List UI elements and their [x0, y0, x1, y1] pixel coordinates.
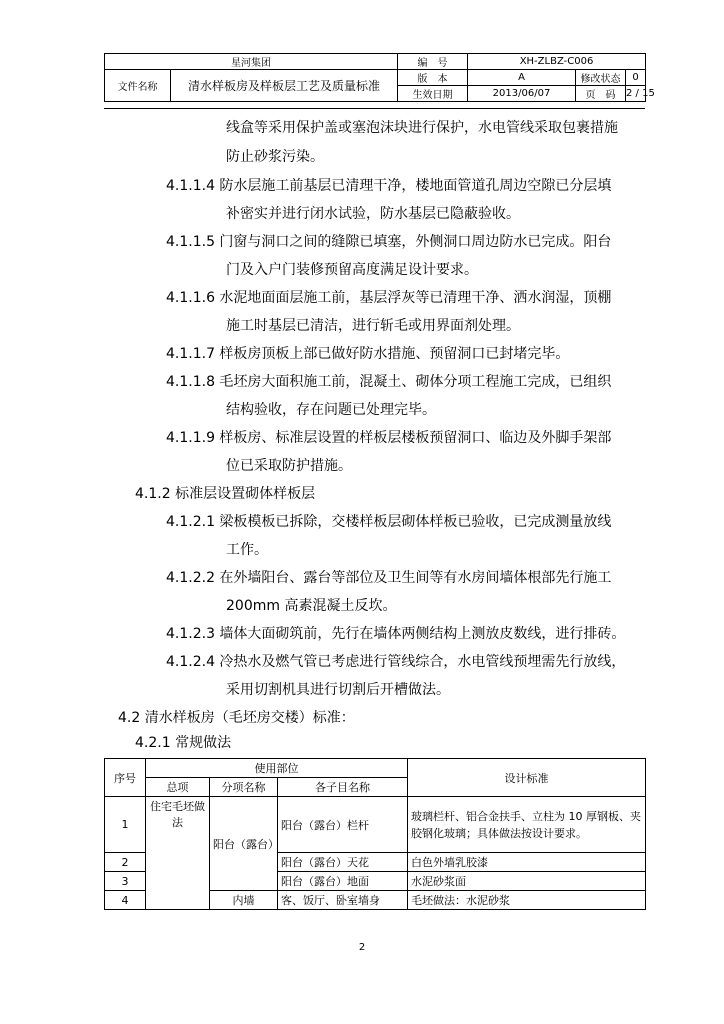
- version-value: A: [468, 70, 576, 86]
- effective-date-label: 生效日期: [398, 86, 468, 102]
- clause-4-1-1-9: 4.1.1.9 样板房、标准层设置的样板层楼板预留洞口、临边及外脚手架部: [166, 430, 612, 446]
- standards-table: [104, 758, 646, 910]
- row-no: 2: [105, 853, 146, 872]
- header-general: 总项: [146, 778, 210, 797]
- row-design: 水泥砂浆面: [408, 872, 646, 891]
- revision-value: 0: [626, 70, 646, 86]
- version-label: 版 本: [398, 70, 468, 86]
- header-sub-name: 分项名称: [210, 778, 278, 797]
- doc-name-label: 文件名称: [105, 70, 171, 102]
- clause-4-1-2-1: 4.1.2.1 梁板模板已拆除，交楼样板层砌体样板已验收，已完成测量放线: [166, 514, 612, 530]
- header-no: 序号: [105, 759, 146, 797]
- body-line: 200mm 高素混凝土反坎。: [226, 598, 397, 614]
- doc-code: XH-ZLBZ-C006: [468, 54, 646, 70]
- effective-date: 2013/06/07: [468, 86, 576, 102]
- row-design: 白色外墙乳胶漆: [408, 853, 646, 872]
- section-4-1-2: 4.1.2 标准层设置砌体样板层: [135, 486, 316, 502]
- body-line: 门及入户门装修预留高度满足设计要求。: [226, 262, 478, 278]
- clause-4-1-1-4: 4.1.1.4 防水层施工前基层已清理干净，楼地面管道孔周边空隙已分层填: [166, 178, 612, 194]
- clause-4-1-1-7: 4.1.1.7 样板房顶板上部已做好防水措施、预留洞口已封堵完毕。: [166, 346, 570, 362]
- header-location: 使用部位: [146, 759, 408, 778]
- page-value: 2 / 15: [626, 86, 646, 102]
- section-4-2: 4.2 清水样板房（毛坯房交楼）标准：: [118, 710, 355, 726]
- row-no: 1: [105, 797, 146, 853]
- clause-4-1-1-5: 4.1.1.5 门窗与洞口之间的缝隙已填塞，外侧洞口周边防水已完成。阳台: [166, 234, 612, 250]
- doc-title: 清水样板房及样板层工艺及质量标准: [171, 70, 398, 102]
- general-category: 住宅毛坯做法: [146, 797, 210, 910]
- company-name: 星河集团: [105, 54, 398, 70]
- row-item: 阳台（露台）天花: [278, 853, 408, 872]
- row-item: 阳台（露台）地面: [278, 872, 408, 891]
- row-design: 毛坯做法：水泥砂浆: [408, 891, 646, 910]
- body-line: 结构验收，存在问题已处理完毕。: [226, 402, 436, 418]
- document-header: [104, 53, 655, 102]
- clause-4-1-1-8: 4.1.1.8 毛坯房大面积施工前，混凝土、砌体分项工程施工完成，已组织: [166, 374, 612, 390]
- header-rule: [104, 108, 645, 109]
- body-line: 防止砂浆污染。: [226, 149, 324, 165]
- body-line: 补密实并进行闭水试验，防水基层已隐蔽验收。: [226, 206, 520, 222]
- row-design: 玻璃栏杆、铝合金扶手、立柱为 10 厚钢板、夹胶钢化玻璃；具体做法按设计要求。: [408, 797, 646, 853]
- clause-4-1-2-3: 4.1.2.3 墙体大面砌筑前，先行在墙体两侧结构上测放皮数线，进行排砖。: [166, 626, 626, 642]
- row-no: 4: [105, 891, 146, 910]
- body-line: 位已采取防护措施。: [226, 458, 352, 474]
- section-4-2-1: 4.2.1 常规做法: [135, 735, 232, 751]
- sub-category-interior: 内墙: [210, 891, 278, 910]
- body-line: 施工时基层已清洁，进行斩毛或用界面剂处理。: [226, 318, 520, 334]
- row-no: 3: [105, 872, 146, 891]
- clause-4-1-2-4: 4.1.2.4 冷热水及燃气管已考虑进行管线综合，水电管线预埋需先行放线，: [166, 654, 626, 670]
- sub-category-balcony: 阳台（露台）: [210, 797, 278, 891]
- table-row: [105, 797, 646, 853]
- header-design-standard: 设计标准: [408, 759, 646, 797]
- row-item: 客、饭厅、卧室墙身: [278, 891, 408, 910]
- header-item-name: 各子目名称: [278, 778, 408, 797]
- page-label: 页 码: [576, 86, 626, 102]
- page-number: 2: [358, 942, 366, 953]
- revision-label: 修改状态: [576, 70, 626, 86]
- body-line: 采用切割机具进行切割后开槽做法。: [226, 682, 450, 698]
- body-line: 线盒等采用保护盖或塞泡沫块进行保护，水电管线采取包裹措施: [226, 120, 618, 136]
- row-item: 阳台（露台）栏杆: [278, 797, 408, 853]
- body-line: 工作。: [226, 542, 268, 558]
- clause-4-1-1-6: 4.1.1.6 水泥地面面层施工前，基层浮灰等已清理干净、洒水润湿，顶棚: [166, 290, 612, 306]
- clause-4-1-2-2: 4.1.2.2 在外墙阳台、露台等部位及卫生间等有水房间墙体根部先行施工: [166, 570, 612, 586]
- code-label: 编 号: [398, 54, 468, 70]
